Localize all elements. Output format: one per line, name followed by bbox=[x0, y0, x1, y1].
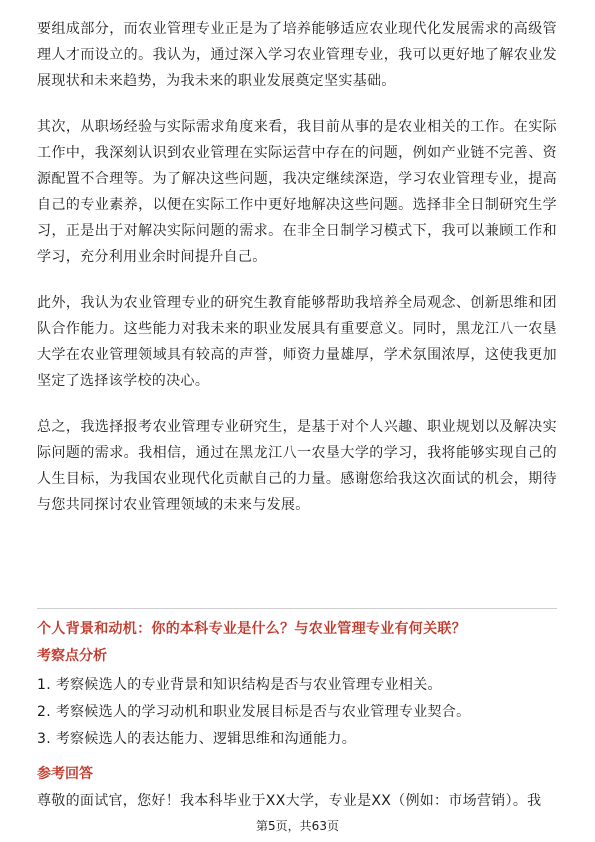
paragraph-4: 总之，我选择报考农业管理专业研究生，是基于对个人兴趣、职业规划以及解决实际问题的需求。我相信，通过在黑龙江八一农垦大学的学习，我将能够实现自己的人生目标，为我国农业现代化贡献自己的力量。感谢您给我这次面试的机会，期待与您共同探讨农业管理领域的未来与发展。 bbox=[37, 419, 557, 513]
answer-text: 尊敬的面试官，您好！我本科毕业于XX大学，专业是XX（例如：市场营销）。我 bbox=[37, 793, 542, 809]
body-text bbox=[37, 16, 557, 538]
paragraph-3: 此外，我认为农业管理专业的研究生教育能够帮助我培养全局观念、创新思维和团队合作能力。这些能力对我未来的职业发展具有重要意义。同时，黑龙江八一农垦大学在农业管理领域具有较高的声誉，师资力量雄厚，学术氛围浓厚，这使我更加坚定了选择该学校的决心。 bbox=[37, 295, 557, 389]
analysis-list bbox=[37, 672, 557, 753]
analysis-heading: 考察点分析 bbox=[37, 648, 107, 664]
analysis-item: 2. 考察候选人的学习动机和职业发展目标是否与农业管理专业契合。 bbox=[37, 704, 471, 720]
analysis-item: 1. 考察候选人的专业背景和知识结构是否与农业管理专业相关。 bbox=[37, 677, 442, 693]
section-divider bbox=[37, 608, 557, 609]
page-footer: 第5页，共63页 bbox=[256, 819, 339, 833]
answer-heading: 参考回答 bbox=[37, 766, 93, 782]
paragraph-2: 其次，从职场经验与实际需求角度来看，我目前从事的是农业相关的工作。在实际工作中，我深刻认识到农业管理在实际运营中存在的问题，例如产业链不完善、资源配置不合理等。为了解决这些问题，我决定继续深造，学习农业管理专业，提高自己的专业素养，以便在实际工作中更好地解决这些问题。选择非全日制研究生学习，正是出于对解决实际问题的需求。在非全日制学习模式下，我可以兼顾工作和学习，充分利用业余时间提升自己。 bbox=[37, 119, 557, 265]
paragraph-1: 要组成部分，而农业管理专业正是为了培养能够适应农业现代化发展需求的高级管理人才而设立的。我认为，通过深入学习农业管理专业，我可以更好地了解农业发展现状和未来趋势，为我未来的职业发展奠定坚实基础。 bbox=[37, 21, 557, 89]
interview-question: 个人背景和动机：你的本科专业是什么？与农业管理专业有何关联？ bbox=[37, 621, 466, 637]
analysis-item: 3. 考察候选人的表达能力、逻辑思维和沟通能力。 bbox=[37, 731, 357, 747]
